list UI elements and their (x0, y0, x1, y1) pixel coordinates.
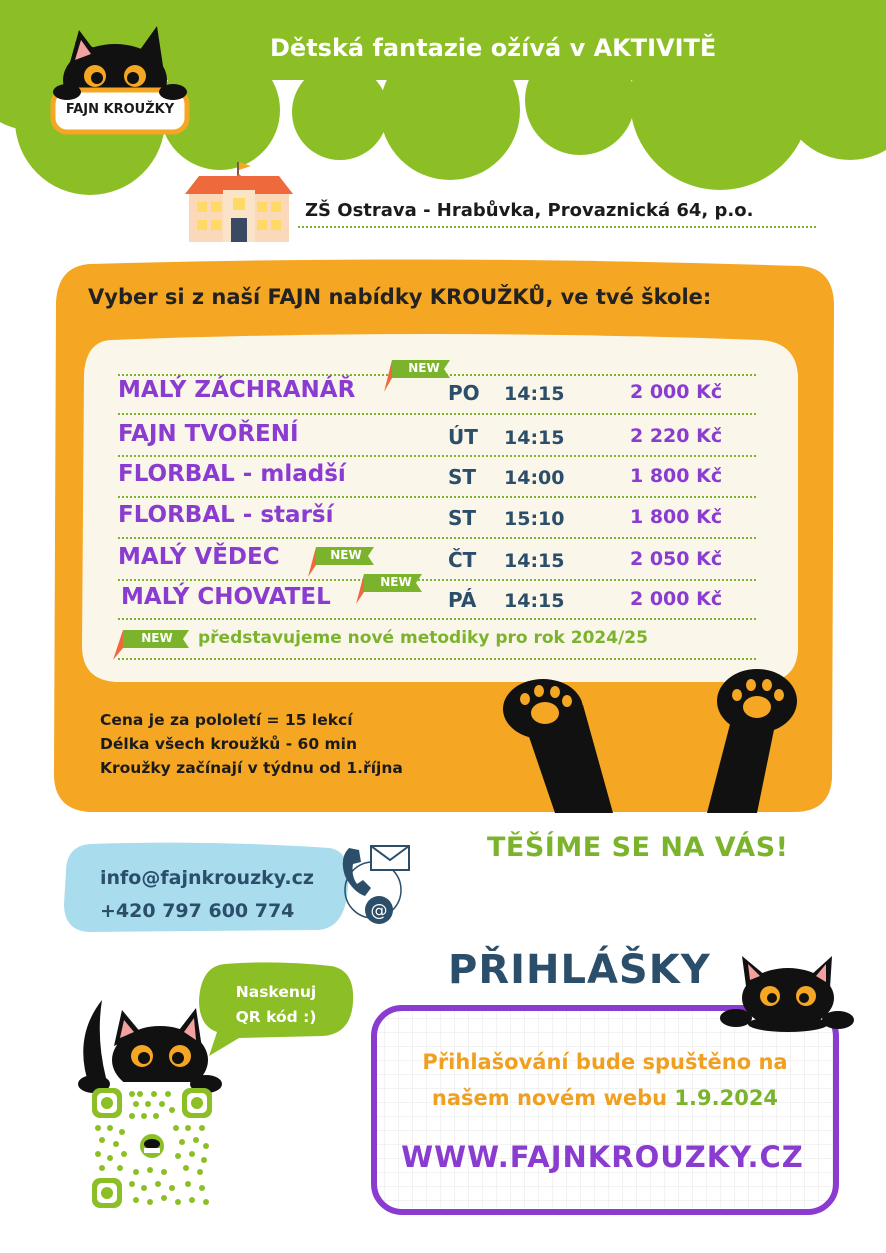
logo-cat-icon (45, 22, 195, 140)
address-divider (298, 226, 816, 228)
info-line: Kroužky začínají v týdnu od 1.října (100, 759, 403, 777)
cat-paws-icon (495, 665, 805, 815)
course-name: FLORBAL - starší (118, 502, 334, 528)
course-price: 2 000 Kč (630, 588, 723, 610)
registration-line-2 (390, 1080, 820, 1116)
row-divider (118, 413, 756, 415)
course-day: ÚT (448, 425, 478, 449)
course-name: FAJN TVOŘENÍ (118, 421, 299, 447)
contact-icons (335, 840, 415, 930)
info-line: Délka všech kroužků - 60 min (100, 735, 358, 753)
course-time: 14:15 (504, 590, 565, 612)
course-price: 2 050 Kč (630, 548, 723, 570)
contact-phone[interactable]: +420 797 600 774 (100, 900, 295, 922)
headline: Dětská fantazie ožívá v AKTIVITĚ (270, 34, 717, 62)
course-time: 15:10 (504, 508, 565, 530)
course-time: 14:15 (504, 427, 565, 449)
course-row (118, 542, 758, 580)
course-name: MALÝ CHOVATEL (121, 584, 331, 610)
contact-email[interactable]: info@fajnkrouzky.cz (100, 867, 314, 889)
registration-date: 1.9.2024 (674, 1086, 779, 1110)
new-label: NEW (330, 548, 362, 562)
svg-text:@: @ (370, 901, 388, 921)
course-name: FLORBAL - mladší (118, 461, 346, 487)
logo-text: FAJN KROUŽKY (65, 102, 175, 117)
course-time: 14:15 (504, 383, 565, 405)
course-price: 2 000 Kč (630, 381, 723, 403)
website-link[interactable]: WWW.FAJNKROUZKY.CZ (401, 1140, 804, 1174)
new-label: NEW (141, 631, 173, 645)
school-address: ZŠ Ostrava - Hrabůvka, Provaznická 64, p.o. (305, 200, 754, 221)
course-price: 1 800 Kč (630, 506, 723, 528)
registration-line: Přihlašování bude spuštěno na (422, 1050, 788, 1074)
bubble-line: Naskenuj (235, 983, 317, 1001)
contact-info (100, 862, 314, 928)
school-building-icon (185, 160, 293, 244)
course-price: 2 220 Kč (630, 425, 723, 447)
greeting: TĚŠÍME SE NA VÁS! (487, 832, 789, 863)
course-row (118, 459, 758, 497)
info-line: Cena je za pololetí = 15 lekcí (100, 711, 353, 729)
course-day: ČT (448, 548, 477, 572)
registration-text (390, 1044, 820, 1116)
row-divider (118, 658, 756, 660)
course-row (118, 582, 758, 620)
course-day: PO (448, 381, 480, 405)
bubble-line: QR kód :) (235, 1008, 317, 1026)
course-time: 14:00 (504, 467, 565, 489)
course-day: PÁ (448, 588, 477, 612)
offer-title: Vyber si z naší FAJN nabídky KROUŽKŮ, ve tvé škole: (88, 285, 712, 309)
course-info (100, 708, 403, 780)
course-time: 14:15 (504, 550, 565, 572)
course-day: ST (448, 506, 477, 530)
registration-title: PŘIHLÁŠKY (448, 947, 711, 993)
course-row (118, 500, 758, 538)
new-methodology-note: představujeme nové metodiky pro rok 2024/25 (198, 628, 648, 648)
qr-code-icon[interactable] (92, 1088, 212, 1208)
course-name: MALÝ ZÁCHRANÁŘ (118, 377, 356, 403)
course-price: 1 800 Kč (630, 465, 723, 487)
registration-cat-icon (718, 952, 858, 1034)
new-label: NEW (408, 361, 440, 375)
course-row (118, 419, 758, 457)
phone-icon (343, 848, 371, 896)
registration-line-text: našem novém webu (431, 1086, 668, 1110)
course-name: MALÝ VĚDEC (118, 544, 280, 570)
new-label: NEW (380, 575, 412, 589)
course-day: ST (448, 465, 477, 489)
